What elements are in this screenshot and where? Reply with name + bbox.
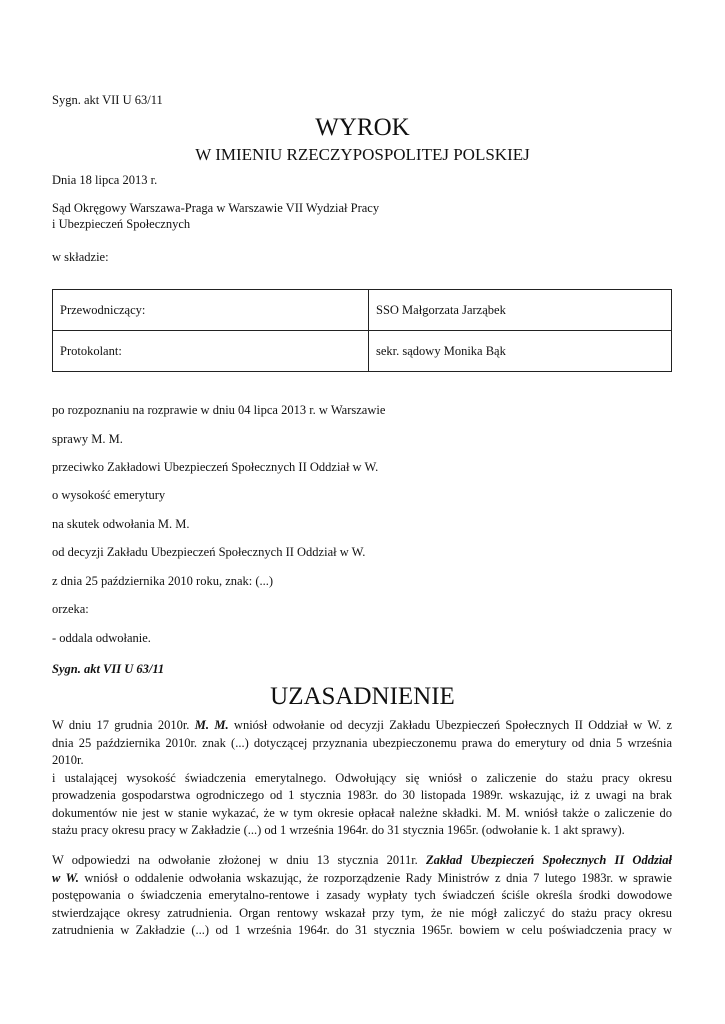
text-line: stwierdzające okresy zatrudnienia. Organ rentowy wskazał przy tym, że nie mógł zaliczyć do stażu pracy okresu xyxy=(52,905,672,920)
justification-signature: Sygn. akt VII U 63/11 xyxy=(52,662,165,676)
appellant-name: M. M. xyxy=(194,718,229,732)
text-line: zatrudnienia w Zakładzie (...) od 1 września 1964r. do 31 stycznia 1965r. bowiem w celu poświadczenia pracy w xyxy=(52,923,672,937)
text-line: w W. wniósł o oddalenie odwołania wskazując, że rozporządzenie Rady Ministrów z dnia 7 lutego 1983r. w sprawie xyxy=(52,870,672,885)
composition-table xyxy=(52,289,672,372)
case-party-line: sprawy M. M. xyxy=(52,432,123,446)
judgment-title: WYROK xyxy=(315,114,410,141)
case-signature: Sygn. akt VII U 63/11 xyxy=(52,93,163,107)
justification-title: UZASADNIENIE xyxy=(270,683,455,710)
text-line: stażu pracy okresu pracy w Zakładzie (...) od 1 września 1964r. do 31 stycznia 1965r. (odwołanie k. 1 akt sprawy). xyxy=(52,823,625,837)
text-line: W dniu 17 grudnia 2010r. M. M. wniósł odwołanie od decyzji Zakładu Ubezpieczeń Społecznych II Oddział w W. z xyxy=(52,718,673,732)
judgment-subtitle: W IMIENIU RZECZYPOSPOLITEJ POLSKIEJ xyxy=(195,145,530,164)
judgment-date: Dnia 18 lipca 2013 r. xyxy=(52,173,158,187)
text-line: 2010r. xyxy=(52,753,84,767)
role-cell: Protokolant: xyxy=(53,331,369,372)
text-line: dokumentów nie jest w stanie wykazać, że w tym okresie opłacał należne składki. M. M. wniósł także o zaliczenie do xyxy=(52,805,672,820)
subject-line: o wysokość emerytury xyxy=(52,488,166,502)
text-line: prowadzenia gospodarstwa ogrodniczego od 1 stycznia 1983r. do 30 listopada 1989r. wskazując, iż z uwagi na brak xyxy=(52,788,672,802)
justification-paragraph-1 xyxy=(52,717,672,840)
court-name xyxy=(52,200,379,232)
text-line: postępowania o świadczenia emerytalno-rentowe i zasady wypłaty tych świadczeń ściśle określa środki dowodowe xyxy=(52,888,672,902)
decision-date-line: z dnia 25 października 2010 roku, znak: (...) xyxy=(52,574,274,588)
text-line: i ustalającej wysokość świadczenia emerytalnego. Odwołujący się wniósł o zaliczenie do stażu pracy okresu xyxy=(52,770,672,785)
composition-label: w składzie: xyxy=(52,250,109,264)
court-line-2: i Ubezpieczeń Społecznych xyxy=(52,217,191,231)
decision-line: od decyzji Zakładu Ubezpieczeń Społecznych II Oddział w W. xyxy=(52,545,366,559)
defendant-name: Zakład Ubezpieczeń Społecznych II Oddział xyxy=(426,853,673,867)
justification-paragraph-2 xyxy=(52,852,672,940)
ruling-line: - oddala odwołanie. xyxy=(52,631,151,645)
ruling-label: orzeka: xyxy=(52,602,89,616)
appeal-line: na skutek odwołania M. M. xyxy=(52,517,190,531)
table-row xyxy=(53,331,672,372)
role-cell: Przewodniczący: xyxy=(53,290,369,331)
table-row xyxy=(53,290,672,331)
hearing-line: po rozpoznaniu na rozprawie w dniu 04 lipca 2013 r. w Warszawie xyxy=(52,403,386,417)
defendant-line: przeciwko Zakładowi Ubezpieczeń Społecznych II Oddział w W. xyxy=(52,460,379,474)
text-line: dnia 25 października 2010r. znak (...) dotyczącej przyznania ubezpieczonemu prawa do emerytury od dnia 5 września xyxy=(52,735,672,750)
court-line-1: Sąd Okręgowy Warszawa-Praga w Warszawie VII Wydział Pracy xyxy=(52,201,380,215)
text-line: W odpowiedzi na odwołanie złożonej w dniu 13 stycznia 2011r. Zakład Ubezpieczeń Społecznych II Oddział xyxy=(52,853,673,867)
name-cell: SSO Małgorzata Jarząbek xyxy=(369,290,672,331)
name-cell: sekr. sądowy Monika Bąk xyxy=(369,331,672,372)
